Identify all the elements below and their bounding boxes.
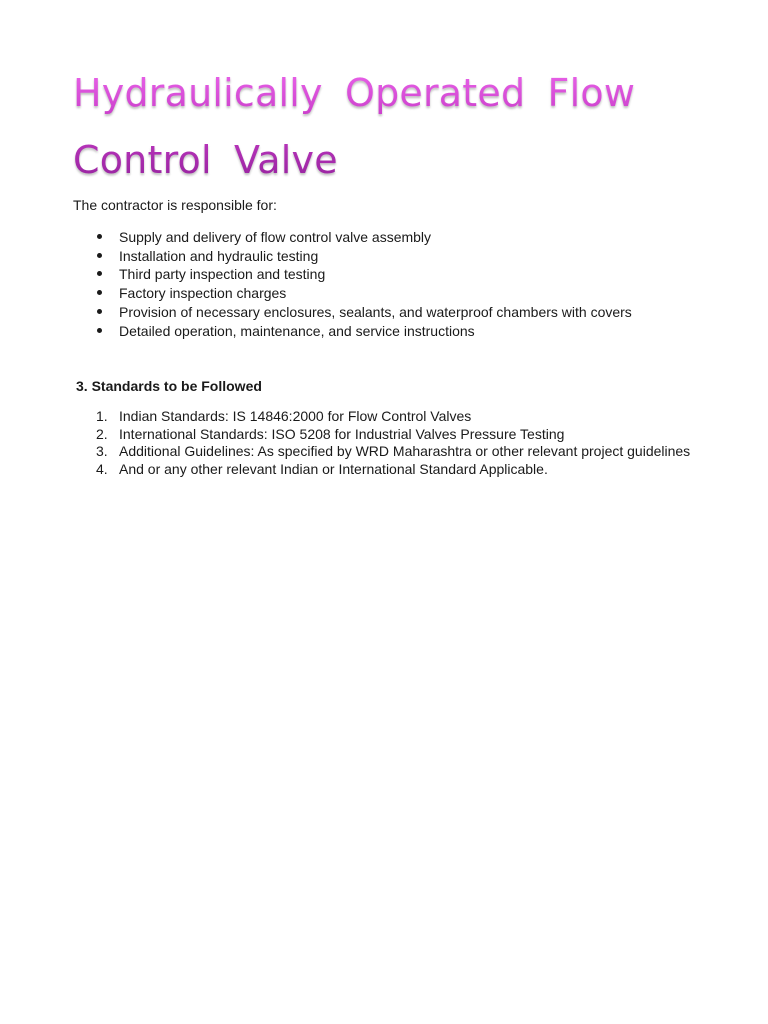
list-item-text: Indian Standards: IS 14846:2000 for Flow Control Valves: [119, 408, 472, 424]
standards-list: [73, 408, 763, 479]
bullet-icon: [97, 234, 102, 239]
list-item: [73, 461, 763, 479]
bullet-icon: [97, 271, 102, 276]
list-item-number: 1.: [96, 408, 108, 424]
list-item: [73, 322, 753, 341]
list-item-text: And or any other relevant Indian or International Standard Applicable.: [119, 461, 548, 478]
document-title: Hydraulically Operated Flow Control Valve: [73, 60, 723, 194]
list-item-number: 4.: [96, 461, 108, 478]
list-item-text: Additional Guidelines: As specified by WRD Maharashtra or other relevant project guidelines: [119, 443, 691, 460]
intro-text: The contractor is responsible for:: [73, 197, 277, 213]
bullet-icon: [97, 290, 102, 295]
list-item: [73, 303, 753, 322]
list-item-text: Supply and delivery of flow control valve assembly: [119, 229, 432, 245]
list-item-text: Detailed operation, maintenance, and service instructions: [119, 322, 475, 339]
bullet-icon: [97, 328, 102, 333]
list-item-number: 3.: [96, 443, 108, 460]
list-item: [73, 408, 763, 426]
bullet-icon: [97, 253, 102, 258]
list-item: [73, 443, 763, 461]
list-item: [73, 228, 753, 247]
bullet-icon: [97, 309, 102, 314]
list-item-text: Provision of necessary enclosures, sealants, and waterproof chambers with covers: [119, 303, 632, 320]
responsibilities-list: [73, 228, 753, 340]
list-item-number: 2.: [96, 425, 108, 442]
list-item: [73, 265, 753, 284]
list-item-text: Factory inspection charges: [119, 285, 287, 302]
list-item-text: International Standards: ISO 5208 for Industrial Valves Pressure Testing: [119, 425, 565, 442]
list-item: [73, 284, 753, 303]
list-item: [73, 426, 763, 444]
list-item-text: Installation and hydraulic testing: [119, 247, 319, 264]
list-item: [73, 247, 753, 266]
section-heading-standards: 3. Standards to be Followed: [76, 378, 262, 394]
list-item-text: Third party inspection and testing: [119, 266, 326, 283]
